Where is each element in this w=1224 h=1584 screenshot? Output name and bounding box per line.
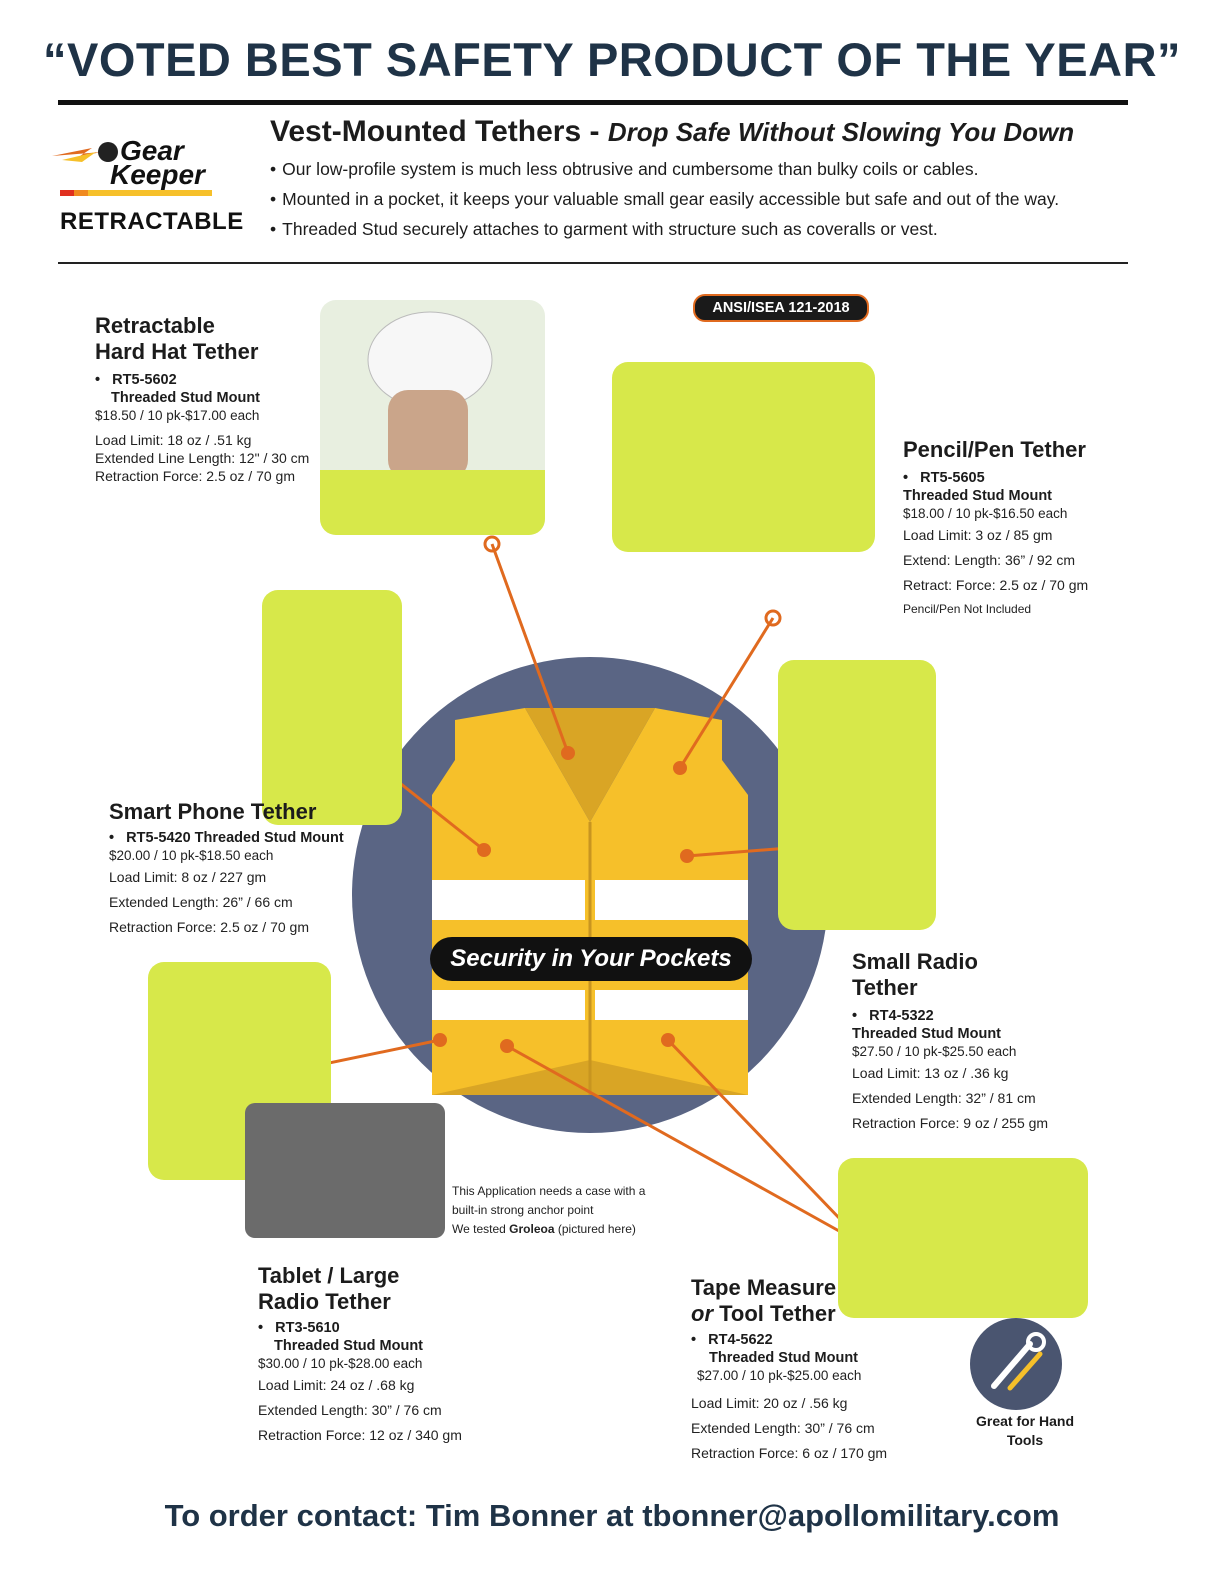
feature-bullet: • Our low-profile system is much less obtrusive and cumbersome than bulky coils or cables.	[270, 158, 1110, 180]
product-sku: • RT4-5322	[852, 1008, 934, 1024]
tablet-tether-block	[258, 1263, 462, 1448]
ansi-badge: ANSI/ISEA 121-2018	[693, 294, 869, 322]
product-mount: Threaded Stud Mount	[852, 1026, 1002, 1042]
product-mount: Threaded Stud Mount	[903, 488, 1053, 504]
tablet-case-photo	[245, 1103, 445, 1238]
product-mount: Threaded Stud Mount	[111, 390, 261, 406]
product-spec: Extend: Length: 36” / 92 cm	[903, 552, 1075, 568]
hardhat-tether-block	[95, 313, 309, 485]
product-price: $27.00 / 10 pk-$25.00 each	[697, 1368, 862, 1383]
product-note: Pencil/Pen Not Included	[903, 602, 1032, 616]
product-spec: Retraction Force: 6 oz / 170 gm	[691, 1445, 888, 1461]
product-title: Pencil/Pen Tether	[903, 437, 1086, 462]
tape-tether-block	[691, 1275, 887, 1466]
product-spec: Extended Length: 26” / 66 cm	[109, 894, 293, 910]
product-sku: • RT5-5602	[95, 372, 177, 388]
radio-tether-block	[852, 949, 1048, 1136]
section-title-main: Vest-Mounted Tethers -	[270, 115, 600, 148]
product-spec: Extended Length: 30” / 76 cm	[258, 1402, 442, 1418]
product-mount: Threaded Stud Mount	[709, 1350, 859, 1366]
feature-bullet: • Mounted in a pocket, it keeps your valuable small gear easily accessible but safe and out of the way.	[270, 188, 1110, 210]
product-sku: • RT5-5420 Threaded Stud Mount	[109, 830, 344, 846]
product-sku: • RT4-5622	[691, 1332, 773, 1348]
product-title: Radio Tether	[258, 1289, 391, 1314]
product-title: Tether	[852, 975, 918, 1000]
security-banner: Security in Your Pockets	[430, 937, 752, 981]
tablet-note: This Application needs a case with a built-in strong anchor point We tested Groleoa (pictured here)	[452, 1184, 646, 1236]
headline: “VOTED BEST SAFETY PRODUCT OF THE YEAR”	[42, 33, 1182, 86]
hand-tools-label: Great for Hand Tools	[975, 1413, 1074, 1448]
product-spec: Retract: Force: 2.5 oz / 70 gm	[903, 577, 1089, 593]
product-title: Tablet / Large	[258, 1263, 400, 1288]
product-mount: Threaded Stud Mount	[274, 1338, 424, 1354]
product-spec: Load Limit: 8 oz / 227 gm	[109, 869, 267, 885]
product-sku: • RT5-5605	[903, 470, 985, 486]
product-title: or Tool Tether	[691, 1301, 836, 1326]
order-contact: To order contact: Tim Bonner at tbonner@apollomilitary.com	[164, 1498, 1060, 1533]
product-price: $18.00 / 10 pk-$16.50 each	[903, 506, 1068, 521]
product-title: Hard Hat Tether	[95, 339, 259, 364]
phone-tether-block	[109, 799, 344, 940]
product-sku: • RT3-5610	[258, 1320, 340, 1336]
product-spec: Retraction Force: 12 oz / 340 gm	[258, 1427, 462, 1443]
pen-tether-block	[903, 437, 1088, 619]
product-title: Smart Phone Tether	[109, 799, 317, 824]
product-price: $27.50 / 10 pk-$25.50 each	[852, 1044, 1017, 1059]
product-price: $18.50 / 10 pk-$17.00 each	[95, 408, 260, 423]
product-price: $20.00 / 10 pk-$18.50 each	[109, 848, 274, 863]
product-title: Retractable	[95, 313, 215, 338]
feature-bullet: • Threaded Stud securely attaches to garment with structure such as coveralls or vest.	[270, 218, 1110, 240]
section-subtitle: Drop Safe Without Slowing You Down	[607, 117, 1075, 147]
retractable-label: RETRACTABLE	[60, 208, 244, 235]
logo-word-gear: Gear	[120, 135, 184, 166]
product-spec: Retraction Force: 9 oz / 255 gm	[852, 1115, 1049, 1131]
wrench-screwdriver-icon	[970, 1318, 1062, 1410]
phone-tether-photo	[262, 590, 402, 825]
product-title: Small Radio	[852, 949, 978, 974]
product-spec: Extended Line Length: 12" / 30 cm	[95, 450, 310, 466]
hardhat-photo	[320, 300, 545, 535]
product-spec: Retraction Force: 2.5 oz / 70 gm	[95, 468, 295, 484]
product-title: Tape Measure	[691, 1275, 837, 1300]
product-spec: Load Limit: 20 oz / .56 kg	[691, 1395, 848, 1411]
product-spec: Load Limit: 3 oz / 85 gm	[903, 527, 1053, 543]
hand-tools-badge	[970, 1318, 1062, 1410]
product-spec: Load Limit: 24 oz / .68 kg	[258, 1377, 415, 1393]
product-spec: Load Limit: 18 oz / .51 kg	[95, 432, 252, 448]
radio-tether-photo	[778, 660, 936, 930]
product-price: $30.00 / 10 pk-$28.00 each	[258, 1356, 423, 1371]
product-spec: Load Limit: 13 oz / .36 kg	[852, 1065, 1009, 1081]
pen-tether-photo	[612, 362, 875, 552]
logo-word-keeper: Keeper	[110, 159, 205, 190]
product-spec: Retraction Force: 2.5 oz / 70 gm	[109, 919, 309, 935]
product-spec: Extended Length: 32” / 81 cm	[852, 1090, 1036, 1106]
product-spec: Extended Length: 30” / 76 cm	[691, 1420, 875, 1436]
